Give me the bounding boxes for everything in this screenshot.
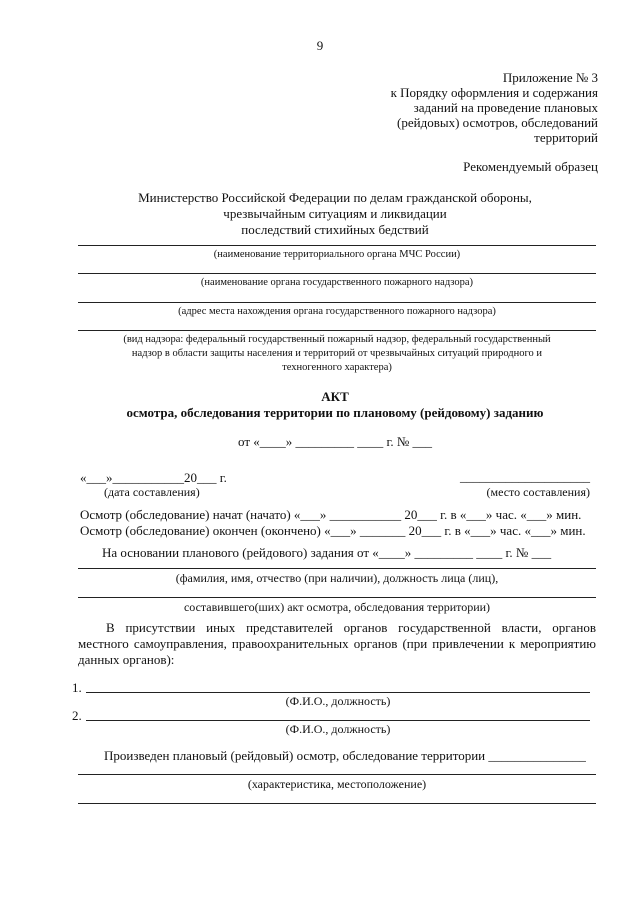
- presence-paragraph: В присутствии иных представителей органов государственной власти, органов местного самоуправления, правоохранительных органов (при привлечении к мероприятию данных органов):: [78, 620, 596, 667]
- ministry-line: Министерство Российской Федерации по делам гражданской обороны,: [138, 190, 532, 205]
- act-date-number: от «____» _________ ____ г. № ___: [237, 434, 433, 449]
- supervision-type-caption: техногенного характера): [282, 362, 392, 373]
- territorial-body-caption: (наименование территориального органа МЧС России): [213, 249, 461, 260]
- appendix-line: Приложение № 3: [502, 70, 598, 85]
- appendix-line: заданий на проведение плановых: [413, 100, 598, 115]
- conducted-line: [78, 774, 596, 775]
- ministry-line: чрезвычайным ситуациям и ликвидации: [223, 206, 447, 221]
- appendix-line: территорий: [534, 130, 598, 145]
- presence-item-number: 1.: [72, 680, 82, 695]
- compilation-date-caption: (дата составления): [104, 485, 200, 499]
- inspection-basis: На основании планового (рейдового) задания от «____» _________ ____ г. № ___: [102, 545, 552, 560]
- appendix-line: к Порядку оформления и содержания: [390, 85, 598, 100]
- presence-item-number: 2.: [72, 708, 82, 723]
- person-caption: (фамилия, имя, отчество (при наличии), должность лица (лиц),: [175, 571, 499, 585]
- compilation-place-field: ____________________: [460, 469, 590, 484]
- supervision-type-line: [78, 330, 596, 331]
- fio-caption: (Ф.И.О., должность): [285, 694, 391, 708]
- act-title: АКТ: [321, 389, 349, 404]
- page-number: 9: [316, 38, 324, 53]
- supervision-body-line: [78, 273, 596, 274]
- presence-item-line: [86, 692, 590, 693]
- fio-caption: (Ф.И.О., должность): [285, 722, 391, 736]
- compilation-date-field: «___»___________20___ г.: [80, 470, 227, 485]
- inspection-started: Осмотр (обследование) начат (начато) «___» ___________ 20___ г. в «___» час. «___» мин.: [80, 507, 582, 522]
- person-line: [78, 597, 596, 598]
- person-caption: составившего(ших) акт осмотра, обследования территории): [183, 600, 491, 614]
- conducted-line: [78, 803, 596, 804]
- supervision-type-caption: (вид надзора: федеральный государственный пожарный надзор, федеральный государственный: [123, 334, 551, 345]
- inspection-ended: Осмотр (обследование) окончен (окончено) «___» _______ 20___ г. в «___» час. «___» мин.: [80, 523, 586, 538]
- supervision-body-caption: (наименование органа государственного пожарного надзора): [200, 277, 474, 288]
- act-subtitle: осмотра, обследования территории по плановому (рейдовому) заданию: [126, 405, 544, 420]
- conducted-caption: (характеристика, местоположение): [247, 777, 427, 791]
- compilation-place-caption: (место составления): [486, 485, 590, 499]
- recommended-sample: Рекомендуемый образец: [463, 159, 598, 174]
- appendix-line: (рейдовых) осмотров, обследований: [397, 115, 598, 130]
- supervision-type-caption: надзор в области защиты населения и территорий от чрезвычайных ситуаций природного и: [131, 348, 543, 359]
- territorial-body-line: [78, 245, 596, 246]
- conducted-text: Произведен плановый (рейдовый) осмотр, обследование территории _______________: [104, 748, 586, 763]
- person-line: [78, 568, 596, 569]
- presence-item-line: [86, 720, 590, 721]
- supervision-address-line: [78, 302, 596, 303]
- ministry-line: последствий стихийных бедствий: [241, 222, 429, 237]
- supervision-address-caption: (адрес места нахождения органа государственного пожарного надзора): [178, 306, 496, 317]
